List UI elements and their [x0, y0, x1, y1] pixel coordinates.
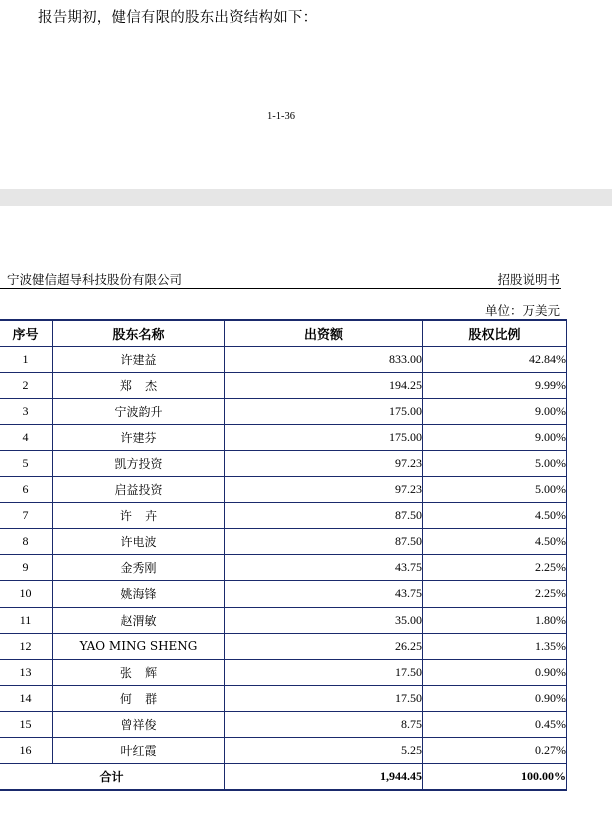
table-row: [0, 659, 567, 685]
row-percentage: 0.27%: [423, 738, 567, 764]
column-header-index: 序号: [0, 320, 53, 346]
row-shareholder-name: 许建益: [53, 346, 225, 372]
page-separator: [0, 189, 612, 206]
row-amount: 17.50: [225, 685, 423, 711]
row-shareholder-name: 叶红霞: [53, 738, 225, 764]
table-row: [0, 711, 567, 737]
row-percentage: 9.00%: [423, 424, 567, 450]
row-index: 1: [0, 346, 53, 372]
row-shareholder-name: 许建芬: [53, 424, 225, 450]
row-shareholder-name: 郑杰: [53, 372, 225, 398]
row-index: 5: [0, 450, 53, 476]
row-percentage: 5.00%: [423, 450, 567, 476]
row-index: 10: [0, 581, 53, 607]
row-amount: 43.75: [225, 555, 423, 581]
row-amount: 87.50: [225, 529, 423, 555]
header-rule: [0, 288, 561, 289]
row-index: 13: [0, 659, 53, 685]
row-percentage: 5.00%: [423, 477, 567, 503]
row-percentage: 4.50%: [423, 503, 567, 529]
row-amount: 5.25: [225, 738, 423, 764]
row-shareholder-name: 张辉: [53, 659, 225, 685]
table-body: [0, 346, 567, 764]
total-amount: 1,944.45: [225, 764, 423, 790]
table-header-row: [0, 320, 567, 346]
row-index: 3: [0, 398, 53, 424]
row-index: 8: [0, 529, 53, 555]
table-row: [0, 581, 567, 607]
unit-label: 单位：万美元: [484, 303, 560, 318]
row-shareholder-name: 姚海锋: [53, 581, 225, 607]
column-header-name: 股东名称: [53, 320, 225, 346]
row-amount: 8.75: [225, 711, 423, 737]
row-amount: 43.75: [225, 581, 423, 607]
row-index: 15: [0, 711, 53, 737]
table-row: [0, 372, 567, 398]
row-percentage: 2.25%: [423, 581, 567, 607]
column-header-amount: 出资额: [225, 320, 423, 346]
row-percentage: 0.45%: [423, 711, 567, 737]
table-row: [0, 424, 567, 450]
row-percentage: 1.35%: [423, 633, 567, 659]
table-row: [0, 477, 567, 503]
row-amount: 175.00: [225, 398, 423, 424]
shareholder-table: [0, 319, 567, 791]
row-amount: 26.25: [225, 633, 423, 659]
row-percentage: 1.80%: [423, 607, 567, 633]
row-percentage: 0.90%: [423, 659, 567, 685]
row-shareholder-name: 凯方投资: [53, 450, 225, 476]
row-index: 16: [0, 738, 53, 764]
table-row: [0, 450, 567, 476]
row-amount: 97.23: [225, 477, 423, 503]
row-percentage: 42.84%: [423, 346, 567, 372]
table-row: [0, 555, 567, 581]
row-amount: 175.00: [225, 424, 423, 450]
row-shareholder-name: 许卉: [53, 503, 225, 529]
header-document-type: 招股说明书: [497, 272, 560, 287]
row-index: 7: [0, 503, 53, 529]
row-index: 4: [0, 424, 53, 450]
page-number: 1-1-36: [267, 111, 295, 122]
row-shareholder-name: 曾祥俊: [53, 711, 225, 737]
row-percentage: 2.25%: [423, 555, 567, 581]
table-row: [0, 503, 567, 529]
row-percentage: 9.99%: [423, 372, 567, 398]
row-percentage: 9.00%: [423, 398, 567, 424]
table-row: [0, 529, 567, 555]
row-index: 12: [0, 633, 53, 659]
header-company-name: 宁波健信超导科技股份有限公司: [7, 272, 183, 287]
row-amount: 87.50: [225, 503, 423, 529]
row-amount: 17.50: [225, 659, 423, 685]
row-amount: 35.00: [225, 607, 423, 633]
column-header-percentage: 股权比例: [423, 320, 567, 346]
row-amount: 833.00: [225, 346, 423, 372]
table-row: [0, 607, 567, 633]
row-index: 14: [0, 685, 53, 711]
row-index: 9: [0, 555, 53, 581]
table-row: [0, 346, 567, 372]
row-index: 6: [0, 477, 53, 503]
row-shareholder-name: 何群: [53, 685, 225, 711]
row-shareholder-name: 宁波韵升: [53, 398, 225, 424]
row-amount: 97.23: [225, 450, 423, 476]
row-shareholder-name: 赵渭敏: [53, 607, 225, 633]
total-percentage: 100.00%: [423, 764, 567, 790]
row-shareholder-name: 启益投资: [53, 477, 225, 503]
row-shareholder-name: YAO MING SHENG: [53, 633, 225, 659]
intro-paragraph: 报告期初，健信有限的股东出资结构如下：: [38, 10, 318, 26]
table-row: [0, 398, 567, 424]
table-row: [0, 738, 567, 764]
total-label: 合计: [0, 764, 225, 790]
table-row: [0, 633, 567, 659]
row-percentage: 4.50%: [423, 529, 567, 555]
table-row: [0, 685, 567, 711]
row-index: 11: [0, 607, 53, 633]
row-index: 2: [0, 372, 53, 398]
table-total-row: [0, 764, 567, 790]
row-shareholder-name: 金秀刚: [53, 555, 225, 581]
row-shareholder-name: 许电波: [53, 529, 225, 555]
row-amount: 194.25: [225, 372, 423, 398]
row-percentage: 0.90%: [423, 685, 567, 711]
